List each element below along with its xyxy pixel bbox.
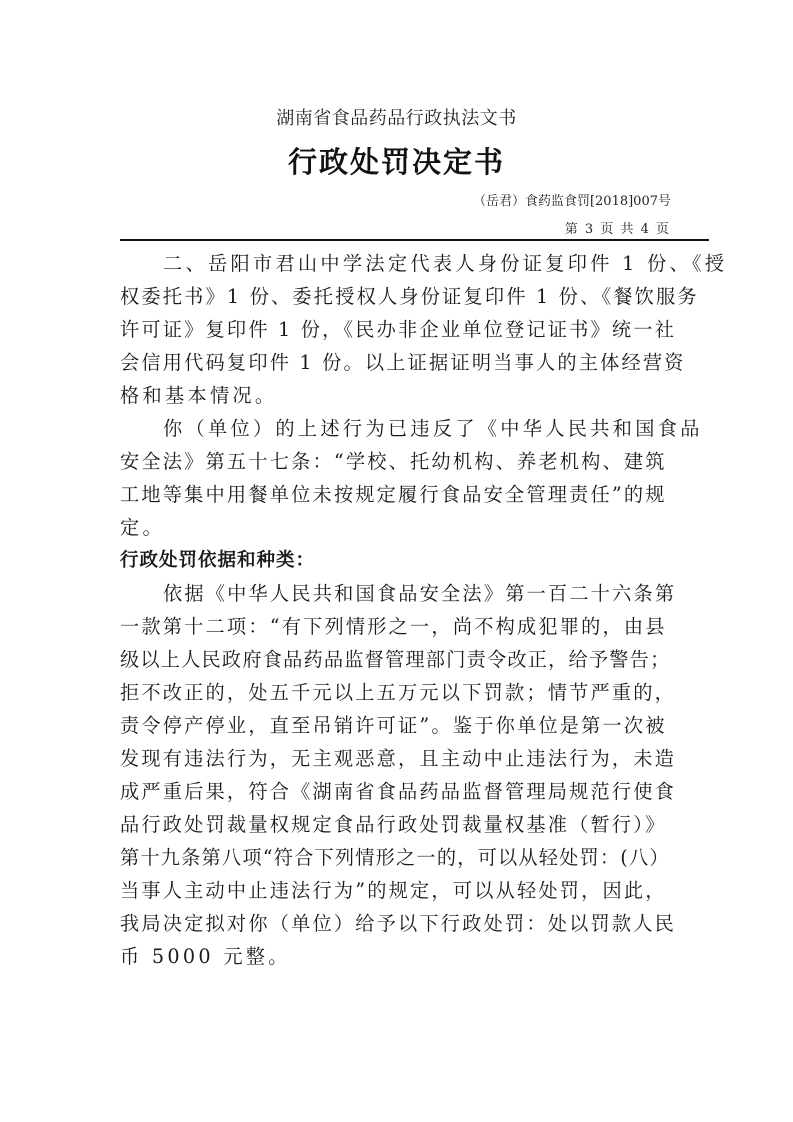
body-line: 级以上人民政府食品药品监督管理部门责令改正，给予警告； [120,648,671,671]
body-line: 品行政处罚裁量权规定食品行政处罚裁量权基准（暂行）》 [120,813,667,836]
document-title: 行政处罚决定书 [287,145,505,179]
body-line: 安全法》第五十七条：“学校、托幼机构、养老机构、建筑 [120,450,667,473]
body-line: 依据《中华人民共和国食品安全法》第一百二十六条第 [163,582,677,605]
body-line: 许可证》复印件 1 份，《民办非企业单位登记证书》统一社 [120,318,677,341]
document-series-title: 湖南省食品药品行政执法文书 [276,108,517,129]
body-line: 二、岳阳市君山中学法定代表人身份证复印件 1 份、《授 [163,252,728,275]
body-line: 当事人主动中止违法行为”的规定，可以从轻处罚，因此， [120,879,667,902]
body-line: 工地等集中用餐单位未按规定履行食品安全管理责任”的规 [120,483,667,506]
body-line: 拒不改正的，处五千元以上五万元以下罚款；情节严重的， [120,681,677,704]
body-line: 我局决定拟对你（单位）给予以下行政处罚：处以罚款人民 [120,912,677,935]
body-line: 你（单位）的上述行为已违反了《中华人民共和国食品 [163,417,703,440]
body-line: 第十九条第八项“符合下列情形之一的，可以从轻处罚：(八） [120,846,670,869]
body-line: 币 5000 元整。 [120,945,291,968]
section-heading: 行政处罚依据和种类： [120,550,316,571]
body-line: 发现有违法行为，无主观恶意，且主动中止违法行为，未造 [120,747,677,770]
body-line: 成严重后果，符合《湖南省食品药品监督管理局规范行使食 [120,780,677,803]
body-line: 会信用代码复印件 1 份。以上证据证明当事人的主体经营资 [120,351,686,374]
body-line: 责令停产停业，直至吊销许可证”。鉴于你单位是第一次被 [120,714,667,737]
body-line: 一款第十二项：“有下列情形之一，尚不构成犯罪的，由县 [120,615,667,638]
header-divider [120,239,709,241]
body-line: 权委托书》1 份、委托授权人身份证复印件 1 份、《餐饮服务 [120,285,699,308]
body-line: 格和基本情况。 [120,384,278,407]
document-body [120,247,728,973]
page-info: 第 3 页 共 4 页 [564,222,669,237]
body-line: 定。 [120,516,165,539]
document-number: （岳君）食药监食罚[2018]007号 [472,194,671,209]
